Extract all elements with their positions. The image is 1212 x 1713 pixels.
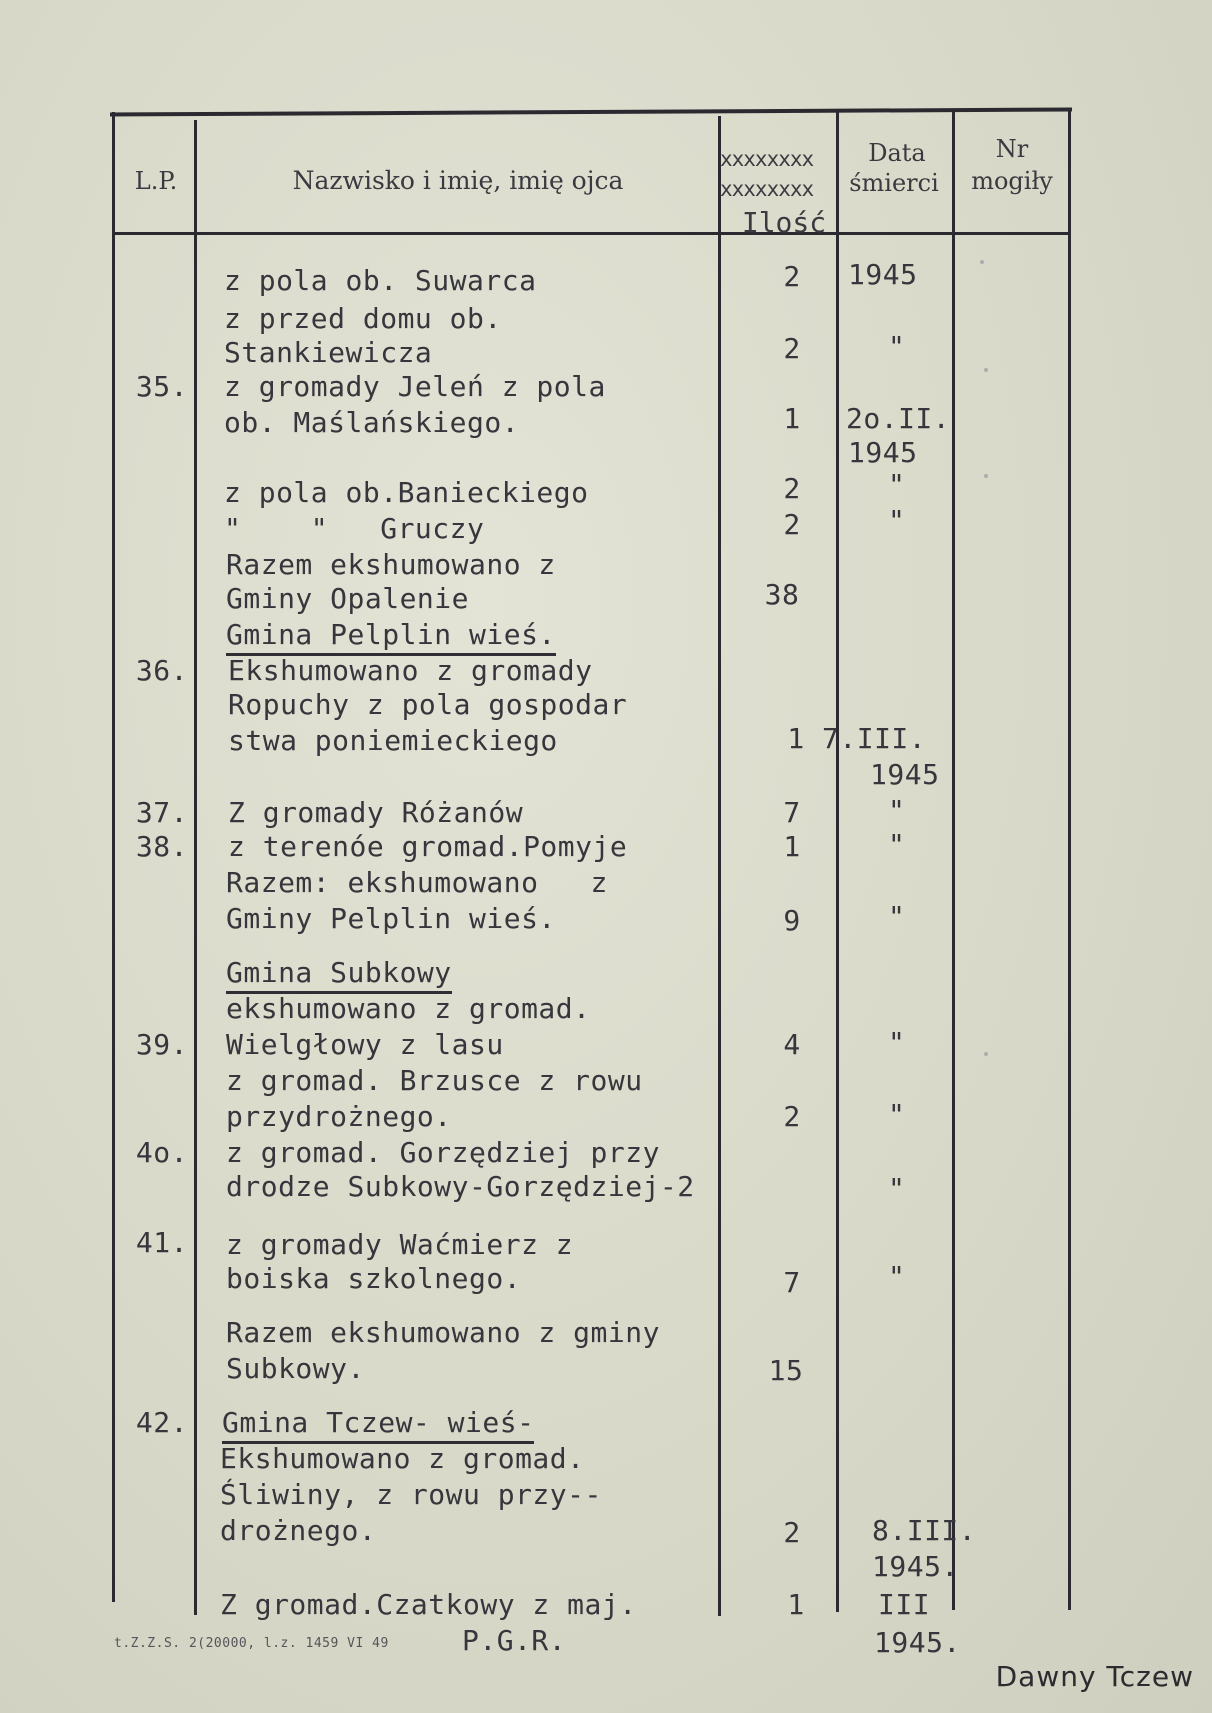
row-text: Gminy Pelplin wieś.	[226, 902, 556, 935]
row-date: 1945	[848, 258, 918, 291]
row-text: Ropuchy z pola gospodar	[228, 688, 628, 721]
row-text: z pola ob.Banieckiego	[224, 476, 589, 509]
row-qty: 2	[783, 1100, 801, 1133]
row-qty: 2	[783, 1516, 801, 1549]
header-struck-line-2: xxxxxxxx	[720, 177, 814, 201]
row-qty: 2	[783, 508, 801, 541]
row-text: ob. Maślańskiego.	[224, 406, 520, 439]
row-qty: 1	[787, 1588, 805, 1621]
row-date: "	[888, 468, 906, 501]
row-qty: 1	[787, 722, 805, 755]
row-date: 1945	[848, 436, 918, 469]
column-rule-date	[952, 110, 955, 1610]
row-text: Stankiewicza	[224, 336, 433, 369]
row-text: z pola ob. Suwarca	[224, 264, 537, 297]
row-lp: 41.	[135, 1226, 188, 1259]
header-bottom-rule	[114, 232, 1068, 235]
table-top-rule	[110, 107, 1072, 116]
row-text: P.G.R.	[462, 1624, 567, 1657]
row-text: Ekshumowano z gromad.	[220, 1442, 585, 1475]
row-text: Ekshumowano z gromady	[228, 654, 593, 687]
row-lp: 4o.	[135, 1136, 188, 1169]
row-text: drożnego.	[220, 1514, 377, 1547]
row-qty: 7	[783, 1266, 801, 1299]
faint-dot	[984, 474, 988, 478]
row-qty: 2	[783, 260, 801, 293]
row-qty: 9	[783, 904, 801, 937]
row-text: z gromad. Gorzędziej przy	[226, 1136, 660, 1169]
row-text: boiska szkolnego.	[226, 1262, 522, 1295]
header-grave-line-1: Nr	[995, 135, 1029, 163]
row-text: Razem ekshumowano z gminy	[226, 1316, 660, 1349]
watermark: Dawny Tczew	[995, 1660, 1194, 1693]
section-heading: Gmina Subkowy	[226, 956, 452, 994]
header-lp: L.P.	[134, 167, 178, 195]
row-lp: 38.	[135, 830, 188, 863]
row-text: stwa poniemieckiego	[228, 724, 558, 757]
row-text: Razem: ekshumowano z	[226, 866, 608, 899]
row-qty: 1	[783, 402, 801, 435]
row-qty: 2	[783, 472, 801, 505]
column-rule-lp	[194, 120, 197, 1615]
row-lp: 36.	[135, 654, 188, 687]
row-text: ekshumowano z gromad.	[226, 992, 591, 1025]
column-rule-left	[112, 112, 115, 1602]
row-date: 1945.	[872, 1550, 959, 1583]
row-date: "	[888, 1026, 906, 1059]
row-text: Z gromad.Czatkowy z maj.	[220, 1588, 637, 1621]
row-date: "	[888, 504, 906, 537]
row-text: " " Gruczy	[224, 512, 485, 545]
row-date: "	[888, 794, 906, 827]
row-qty: 1	[783, 830, 801, 863]
row-text: z gromad. Brzusce z rowu	[226, 1064, 643, 1097]
faint-dot	[980, 260, 984, 264]
row-qty: 2	[783, 332, 801, 365]
row-date: 7.III.	[822, 722, 927, 755]
row-date: "	[888, 1098, 906, 1131]
print-note: t.Z.Z.S. 2(20000, l.z. 1459 VI 49	[114, 1636, 389, 1651]
row-text: drodze Subkowy-Gorzędziej-2	[226, 1170, 695, 1203]
column-rule-qty	[836, 112, 839, 1612]
row-date: "	[888, 1260, 906, 1293]
row-date: "	[888, 1172, 906, 1205]
row-text: z gromady Jeleń z pola	[224, 370, 606, 403]
section-heading: Gmina Pelplin wieś.	[226, 618, 556, 656]
faint-dot	[984, 368, 988, 372]
header-date-line-1: Data	[868, 139, 926, 167]
row-date: III	[878, 1588, 931, 1621]
row-qty: 4	[783, 1028, 801, 1061]
row-text: Śliwiny, z rowu przy--	[220, 1478, 602, 1511]
header-grave-line-2: mogiły	[971, 167, 1053, 195]
column-rule-name	[718, 116, 721, 1616]
row-date: 1945	[870, 758, 940, 791]
column-rule-right	[1068, 110, 1071, 1610]
row-text: Gminy Opalenie	[226, 582, 470, 615]
row-text: z gromady Waćmierz z	[226, 1228, 574, 1261]
row-date: "	[888, 330, 906, 363]
row-date: 2o.II.	[846, 402, 951, 435]
row-text: przydrożnego.	[226, 1100, 452, 1133]
header-qty: Ilość	[741, 206, 827, 239]
row-date: "	[888, 828, 906, 861]
row-lp: 37.	[135, 796, 188, 829]
row-text: Razem ekshumowano z	[226, 548, 556, 581]
faint-dot	[984, 1052, 988, 1056]
row-qty: 38	[764, 578, 800, 611]
row-lp: 42.	[135, 1406, 188, 1439]
header-name: Nazwisko i imię, imię ojca	[292, 166, 624, 195]
row-date: 8.III.	[872, 1514, 977, 1547]
row-qty: 7	[783, 796, 801, 829]
row-text: Subkowy.	[226, 1352, 365, 1385]
row-date: 1945.	[874, 1626, 961, 1659]
row-text: Wielgłowy z lasu	[226, 1028, 504, 1061]
row-lp: 39.	[135, 1028, 188, 1061]
row-lp: 35.	[135, 370, 188, 403]
header-date-line-2: śmierci	[849, 169, 939, 197]
header-struck-line-1: xxxxxxxx	[720, 147, 814, 171]
row-text: z terenóe gromad.Pomyje	[228, 830, 628, 863]
row-text: Z gromady Różanów	[228, 796, 524, 829]
row-date: "	[888, 900, 906, 933]
row-text: z przed domu ob.	[224, 302, 502, 335]
section-heading: Gmina Tczew- wieś-	[222, 1406, 534, 1444]
row-qty: 15	[768, 1354, 804, 1387]
